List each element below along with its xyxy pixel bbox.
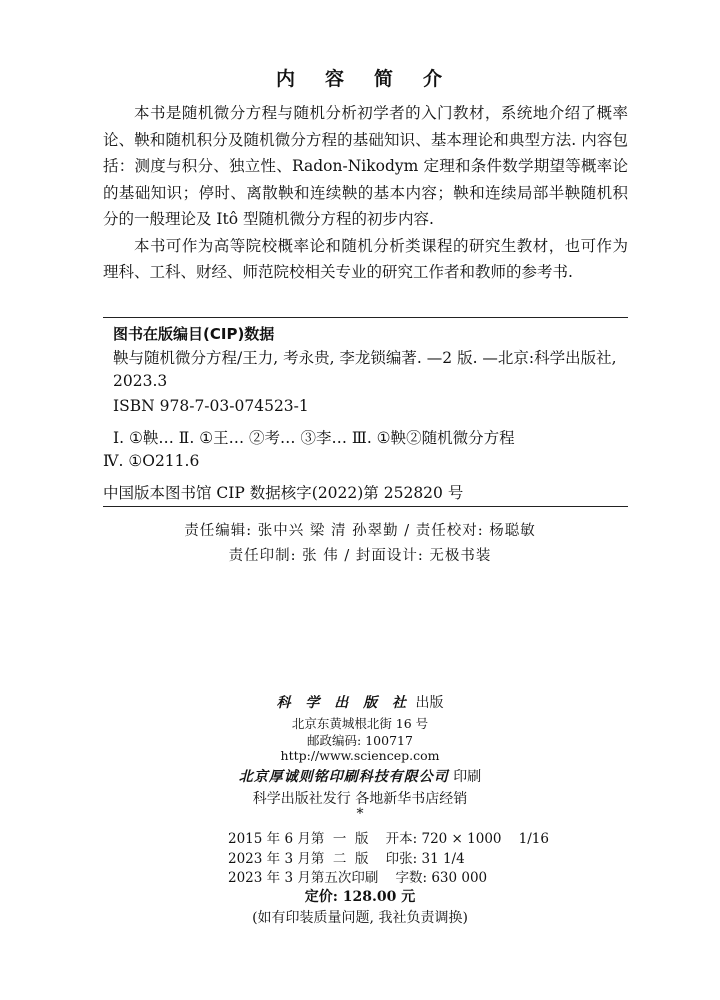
publisher-address: 北京东黄城根北街 16 号 bbox=[291, 716, 429, 731]
cip-heading: 图书在版编目(CIP)数据 bbox=[113, 325, 275, 343]
publisher-postcode: 邮政编码: 100717 bbox=[307, 733, 413, 748]
printer-suffix: 印刷 bbox=[453, 769, 482, 785]
intro-title-char: 内 bbox=[275, 68, 297, 90]
intro-title-char: 介 bbox=[423, 68, 445, 90]
intro-paragraph-1: 本书是随机微分方程与随机分析初学者的入门教材，系统地介绍了概率论、鞅和随机积分及随机微分方程的基础知识、基本理论和典型方法. 内容包括：测度与积分、独立性、Radon-Nikodym 定理和条件数学期望等概率论的基础知识；停时、离散鞅和连续鞅的基本内容；鞅和连续局部半鞅随机积分的一般理论及 Itô 型随机微分方程的初步内容. bbox=[103, 104, 628, 228]
edition-line-2: 2023 年 3 月第 二 版 印张: 31 1/4 bbox=[228, 851, 465, 867]
intro-paragraph-2: 本书可作为高等院校概率论和随机分析类课程的研究生教材，也可作为理科、工科、财经、师范院校相关专业的研究工作者和教师的参考书. bbox=[103, 236, 628, 281]
edition-line-3: 2023 年 3 月第五次印刷 字数: 630 000 bbox=[228, 870, 488, 886]
separator-star: * bbox=[356, 806, 364, 822]
cip-library-record: 中国版本图书馆 CIP 数据核字(2022)第 252820 号 bbox=[103, 484, 464, 502]
cip-classification: Ⅰ. ①鞅… Ⅱ. ①王… ②考… ③李… Ⅲ. ①鞅②随机微分方程 bbox=[113, 429, 515, 447]
printer-name: 北京厚诚则铭印刷科技有限公司 bbox=[238, 769, 449, 785]
cip-classification-code: Ⅳ. ①O211.6 bbox=[103, 452, 200, 470]
publisher-name: 科 学 出 版 社 bbox=[276, 695, 412, 711]
cip-catalog-date: 2023.3 bbox=[113, 372, 168, 390]
cip-top-rule bbox=[103, 317, 628, 318]
distribution-line: 科学出版社发行 各地新华书店经销 bbox=[252, 791, 468, 807]
cip-bottom-rule bbox=[103, 506, 628, 507]
intro-title-char: 容 bbox=[324, 68, 346, 90]
publisher-line bbox=[0, 692, 720, 712]
editors-line-2: 责任印制: 张 伟 / 封面设计: 无极书装 bbox=[228, 548, 492, 564]
publisher-suffix: 出版 bbox=[415, 695, 444, 711]
quality-note: (如有印装质量问题, 我社负责调换) bbox=[252, 910, 468, 926]
intro-body bbox=[103, 100, 628, 286]
cip-catalog-line: 鞅与随机微分方程/王力, 考永贵, 李龙锁编著. —2 版. —北京:科学出版社, bbox=[113, 349, 617, 367]
intro-title-char: 简 bbox=[374, 68, 396, 90]
price: 定价: 128.00 元 bbox=[304, 889, 416, 905]
edition-line-1: 2015 年 6 月第 一 版 开本: 720 × 1000 1/16 bbox=[228, 831, 549, 847]
cip-isbn: ISBN 978-7-03-074523-1 bbox=[113, 397, 309, 415]
publisher-url: http://www.sciencep.com bbox=[280, 748, 440, 763]
intro-title bbox=[0, 64, 720, 91]
printer-line bbox=[0, 766, 720, 786]
editors-line-1: 责任编辑: 张中兴 梁 清 孙翠勤 / 责任校对: 杨聪敏 bbox=[184, 523, 536, 539]
